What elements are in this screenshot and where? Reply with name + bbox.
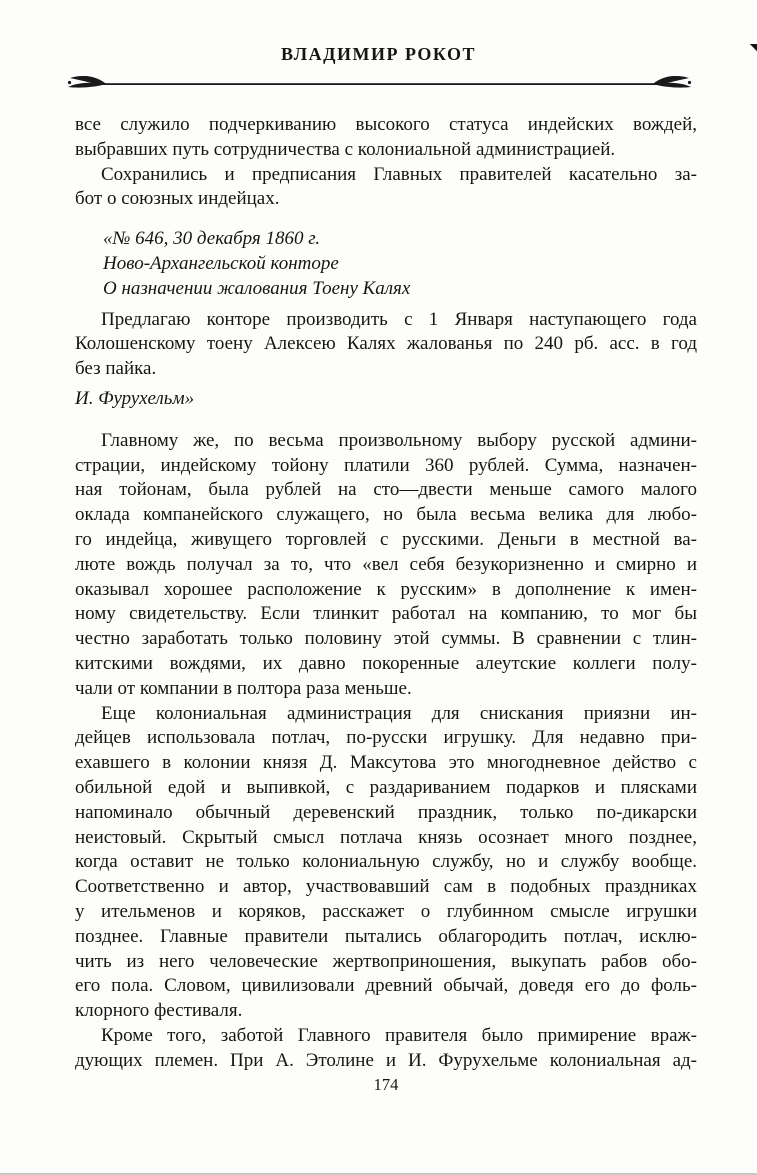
text-line: китскими вождями, их давно покоренные алеутские коллеги полу- xyxy=(75,652,697,674)
paragraph xyxy=(75,702,697,1024)
page-number: 174 xyxy=(373,1075,399,1095)
page-header xyxy=(0,44,757,90)
text-line: оклада компанейского служащего, но была весьма велика для любо- xyxy=(75,504,697,526)
running-head: ВЛАДИМИР РОКОТ xyxy=(280,44,477,64)
text-line: у ительменов и коряков, расскажет о глубинном смысле игрушки xyxy=(75,900,697,922)
text-line: ная тойонам, была рублей на сто—двести меньше самого малого xyxy=(75,479,697,501)
text-line: чали от компании в полтора раза меньше. xyxy=(75,677,412,699)
text-line: О назначении жалования Тоену Калях xyxy=(103,277,411,299)
text-line: Соответственно и автор, участвовавший сам в подобных праздниках xyxy=(75,876,697,898)
paragraph xyxy=(75,1024,697,1074)
text-line: напоминало обычный деревенский праздник, только по-дикарски xyxy=(75,801,697,823)
text-line: когда оставит не только колониальную службу, но и службу вообще. xyxy=(75,851,697,873)
left-leaf-ornament xyxy=(68,76,106,88)
text-line: Кроме того, заботой Главного правителя было примирение враж- xyxy=(101,1024,697,1046)
rule-line xyxy=(92,83,661,85)
text-line: его пола. Словом, цивилизовали древний обычай, доведя его до фоль- xyxy=(75,975,697,997)
text-line: Еще колониальная администрация для снискания приязни ин- xyxy=(101,702,697,724)
text-line: неистовый. Скрытый смысл потлача князь осознает много позднее, xyxy=(75,826,697,848)
text-line: клорного фестиваля. xyxy=(75,1000,243,1022)
text-line: Ново-Архангельской конторе xyxy=(103,252,339,274)
text-line: дейцев использовала потлач, по-русски игрушку. Для недавно при- xyxy=(75,727,697,749)
text-line: «№ 646, 30 декабря 1860 г. xyxy=(103,228,321,250)
text-line: Главному же, по весьма произвольному выбору русской админи- xyxy=(101,429,697,451)
text-line: И. Фурухельм» xyxy=(75,387,195,409)
text-line: оказывал хорошее расположение к русским» в дополнение к имен- xyxy=(75,578,697,600)
text-line: позднее. Главные правители пытались облагородить потлач, исклю- xyxy=(75,925,697,947)
text-line: честно заработать только половину этой суммы. В сравнении с тлин- xyxy=(75,628,697,650)
text-line: ному свидетельству. Если тлинкит работал на компанию, то мог бы xyxy=(75,603,697,625)
paragraph xyxy=(75,429,697,702)
text-line: го индейца, живущего торговлей с русскими. Деньги в местной ва- xyxy=(75,528,697,550)
text-line: Сохранились и предписания Главных правителей касательно за- xyxy=(101,163,697,185)
text-line: чить из него человеческие жертвоприношения, выкупать рабов обо- xyxy=(75,950,697,972)
text-blocks xyxy=(75,113,697,1073)
book-page xyxy=(0,44,757,1175)
paragraph xyxy=(75,163,697,213)
text-line: все служило подчеркиванию высокого статуса индейских вождей, xyxy=(75,114,697,135)
text-line: ехавшего в колонии князя Д. Максутова это многодневное действо с xyxy=(75,752,697,774)
text-line: выбравших путь сотрудничества с колониальной администрацией. xyxy=(75,138,616,160)
text-line: Предлагаю конторе производить с 1 Января наступающего года xyxy=(101,308,697,330)
text-line: Колошенскому тоену Алексею Калях жалованья по 240 рб. асс. в год xyxy=(75,333,697,355)
letter-body-paragraph xyxy=(75,308,697,382)
leaf-flourish-icon xyxy=(66,74,693,90)
text-line: страции, индейскому тойону платили 360 рублей. Сумма, назначен- xyxy=(75,454,697,476)
paragraph xyxy=(75,113,697,163)
text-line: дующих племен. При А. Этолине и И. Фурухельме колониальная ад- xyxy=(75,1049,697,1071)
text-line: люте вождь получал за то, что «вел себя безукоризненно и смирно и xyxy=(75,553,697,575)
text-line: обильной едой и выпивкой, с раздариванием подарков и плясками xyxy=(75,776,697,798)
letter-heading xyxy=(103,227,697,301)
text-line: без пайка. xyxy=(75,358,157,380)
header-rule xyxy=(66,74,693,90)
right-leaf-ornament xyxy=(653,76,691,88)
letter-signature xyxy=(75,387,697,412)
text-line: бот о союзных индейцах. xyxy=(75,188,280,210)
